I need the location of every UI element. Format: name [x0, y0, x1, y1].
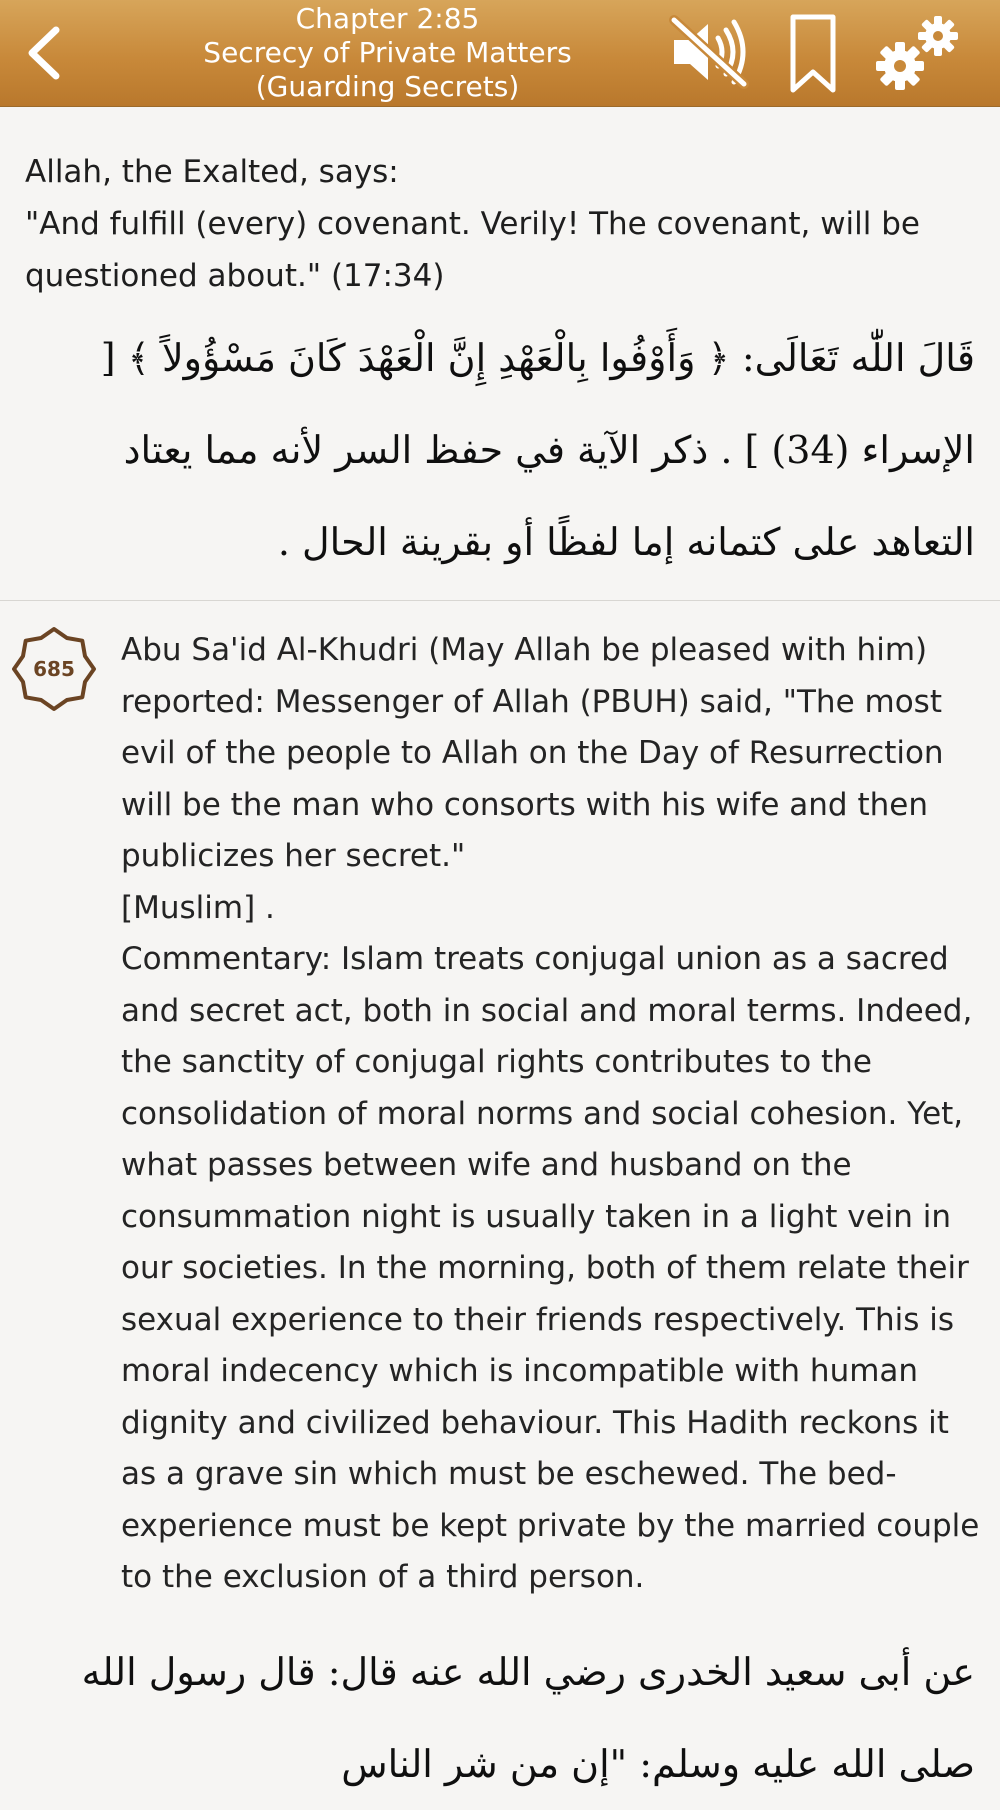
- hadith-number: 685: [33, 657, 75, 681]
- hadith-narration: Abu Sa'id Al-Khudri (May Allah be pleased with him) reported: Messenger of Allah (PBUH) said, "The most evil of the people to Allah on the Day of Resurrection will be the man who consorts with his wife and then publicizes her secret.": [121, 632, 944, 874]
- chapter-number: Chapter 2:85: [295, 2, 480, 35]
- intro-quote: "And fulfill (every) covenant. Verily! The covenant, will be questioned about." (17:34): [25, 206, 920, 294]
- settings-button[interactable]: [870, 12, 970, 96]
- bookmark-icon: [785, 12, 841, 96]
- hadith-commentary: Commentary: Islam treats conjugal union as a sacred and secret act, both in social and moral terms. Indeed, the sanctity of conjugal rights contributes to the consolidation of moral norms and social cohesion. Yet, what passes between wife and husband on the consummation night is usually taken in a light vein in our societies. In the morning, both of them relate their sexual experience to their friends respectively. This is moral indecency which is incompatible with human dignity and civilized behaviour. This Hadith reckons it as a grave sin which must be eschewed. The bed-experience must be kept private by the married couple to the exclusion of a third person.: [121, 941, 980, 1595]
- chapter-title-line2: (Guarding Secrets): [255, 70, 520, 103]
- hadith-arabic: عن أبى سعيد الخدرى رضي الله عنه قال: قال رسول الله صلى الله عليه وسلم: "إن من شر الناس: [81, 1650, 975, 1786]
- intro-heading: Allah, the Exalted, says:: [25, 154, 399, 190]
- speaker-muted-icon: [668, 14, 750, 90]
- hadith-number-badge: [11, 626, 97, 712]
- chevron-left-icon: [18, 20, 78, 86]
- section-divider: [0, 600, 1000, 601]
- top-bar: [0, 0, 1000, 107]
- hadith-source: [Muslim] .: [121, 889, 275, 926]
- bookmark-button[interactable]: [785, 12, 841, 96]
- hadith-english: [121, 625, 981, 1604]
- back-button[interactable]: [18, 20, 78, 86]
- chapter-title: [150, 2, 625, 104]
- chapter-title-line1: Secrecy of Private Matters: [203, 36, 572, 69]
- intro-english: [25, 146, 975, 302]
- intro-arabic: قَالَ اللّٰه تَعَالَى: ﴿ وَأَوْفُوا بِالْعَهْدِ إِنَّ الْعَهْدَ كَانَ مَسْؤُولاً ﴾ [ الإسراء (34) ] . ذكر الآية في حفظ السر لأنه مما يعتاد التعاهد على كتمانه إما لفظًا أو بقرينة الحال .: [100, 336, 975, 564]
- audio-toggle-button[interactable]: [668, 14, 750, 90]
- gears-icon: [870, 12, 970, 96]
